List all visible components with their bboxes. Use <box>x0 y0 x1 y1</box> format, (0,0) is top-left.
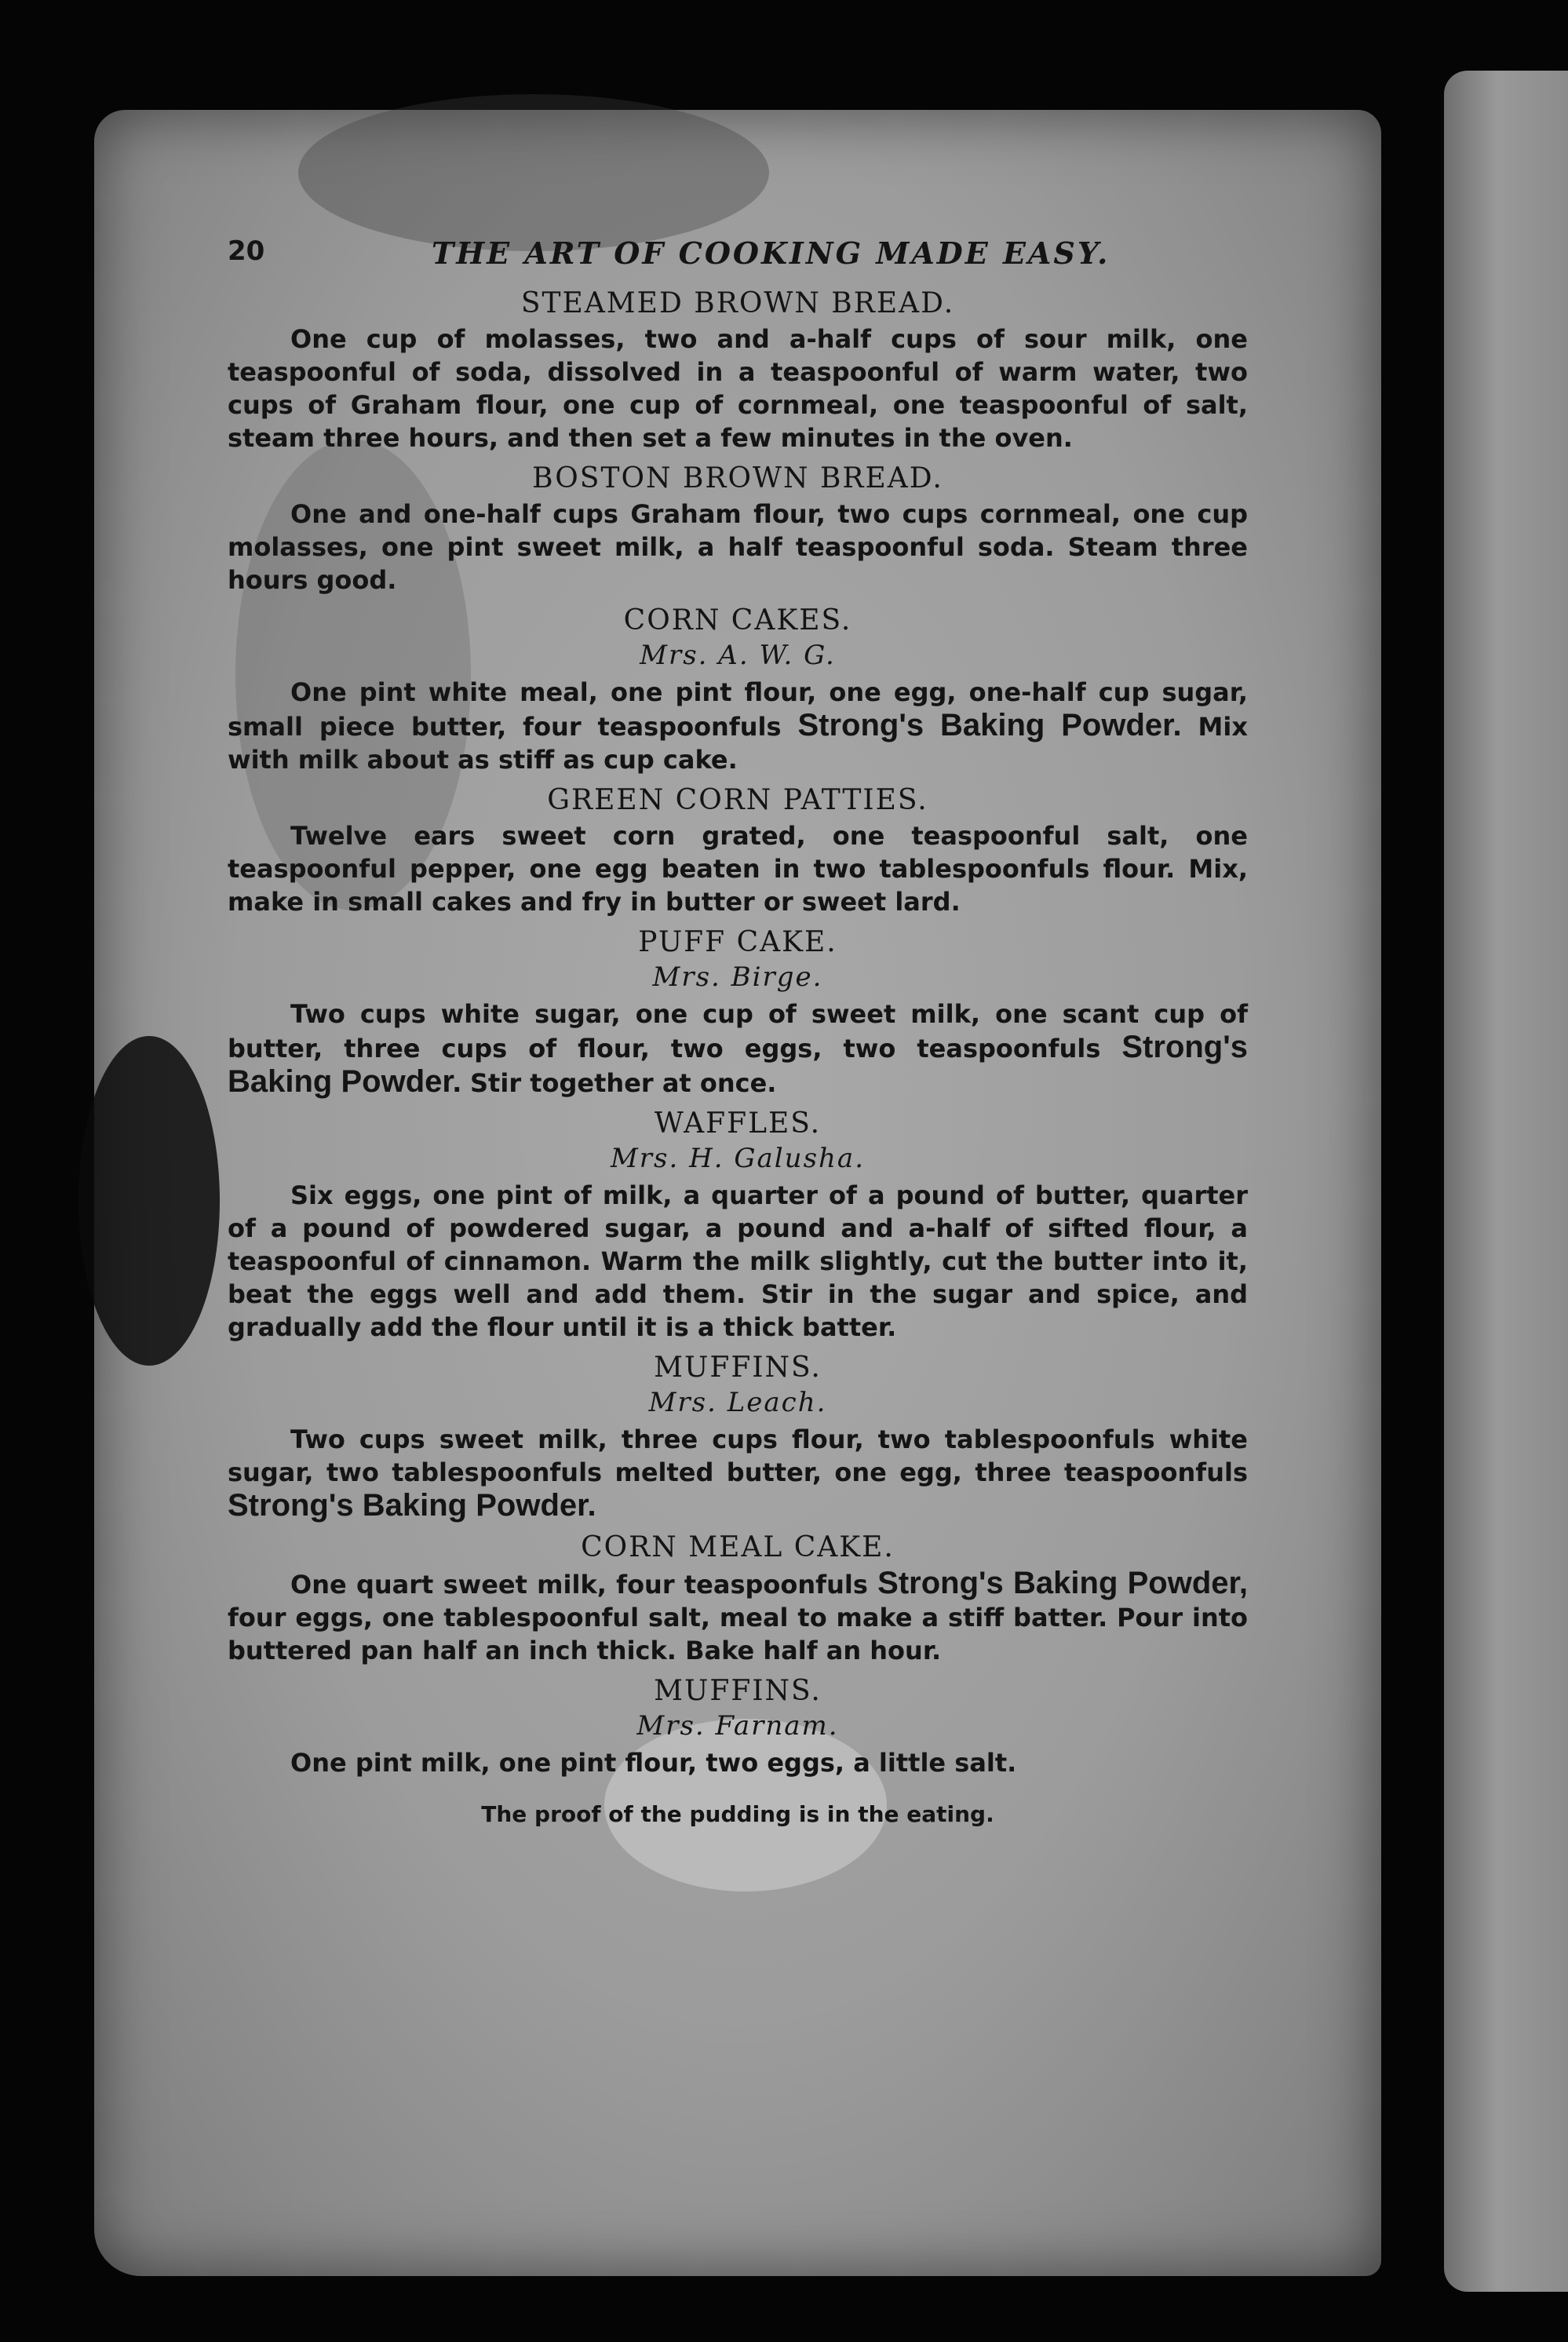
page-number: 20 <box>228 235 265 267</box>
book-title: THE ART OF COOKING MADE EASY. <box>432 235 1110 271</box>
recipe-body <box>228 676 1248 776</box>
recipe-title: PUFF CAKE. <box>638 926 837 958</box>
recipe-body <box>228 1423 1248 1523</box>
recipe-text-continued: Mix with milk about as stiff as cup cake. <box>228 712 1249 775</box>
recipe <box>228 784 1248 918</box>
facing-page-edge <box>1444 71 1568 2292</box>
recipe-text: One pint milk, one pint flour, two eggs, a little salt. <box>290 1748 1017 1778</box>
recipe-text: Twelve ears sweet corn grated, one teaspoonful salt, one teaspoonful pepper, one egg beaten in two tablespoonfuls flour. Mix, make in small cakes and fry in butter or sweet lard. <box>228 821 1248 917</box>
recipe-text: One cup of molasses, two and a-half cups of sour milk, one teaspoonful of soda, dissolved in a teaspoonful of warm water, two cups of Graham flour, one cup of cornmeal, one teaspoonful of salt, steam three hours, and then set a few minutes in the oven. <box>228 324 1248 453</box>
recipe <box>228 1675 1248 1779</box>
recipe-title: CORN MEAL CAKE. <box>581 1531 895 1563</box>
recipe-title: MUFFINS. <box>654 1675 822 1707</box>
recipe-title: BOSTON BROWN BREAD. <box>532 462 943 494</box>
recipe-text: One and one-half cups Graham flour, two cups cornmeal, one cup molasses, one pint sweet milk, a half teaspoonful soda. Steam three hours good. <box>228 499 1248 595</box>
recipe-author: Mrs. Farnam. <box>636 1710 839 1742</box>
recipe-body <box>228 1567 1248 1667</box>
recipe-author: Mrs. Birge. <box>652 961 823 993</box>
recipe-list <box>228 287 1248 1779</box>
recipe-title: MUFFINS. <box>654 1352 822 1384</box>
brand-name: Strong's Baking Powder, <box>877 1566 1248 1600</box>
brand-name: Strong's Baking Powder. <box>228 1488 596 1523</box>
recipe-title: GREEN CORN PATTIES. <box>547 784 928 816</box>
recipe-title: CORN CAKES. <box>623 604 852 637</box>
recipe <box>228 1531 1248 1667</box>
proverb: The proof of the pudding is in the eating. <box>481 1801 994 1827</box>
recipe <box>228 1107 1248 1344</box>
page-content <box>228 235 1248 1827</box>
running-head <box>228 235 1248 279</box>
recipe-body <box>228 998 1248 1100</box>
recipe-title: WAFFLES. <box>654 1107 822 1140</box>
recipe-body <box>228 323 1248 454</box>
recipe-text: One pint white meal, one pint flour, one egg, one-half cup sugar, small piece butter, four teaspoonfuls <box>228 677 1248 742</box>
recipe-text: One quart sweet milk, four teaspoonfuls <box>290 1570 868 1600</box>
recipe <box>228 926 1248 1100</box>
recipe-title: STEAMED BROWN BREAD. <box>520 287 955 319</box>
recipe-author: Mrs. Leach. <box>648 1387 827 1418</box>
recipe-author: Mrs. A. W. G. <box>640 640 836 671</box>
recipe-author: Mrs. H. Galusha. <box>610 1143 866 1174</box>
recipe <box>228 604 1248 776</box>
recipe-text-continued: four eggs, one tablespoonful salt, meal to make a stiff batter. Pour into buttered pan half an inch thick. Bake half an hour. <box>228 1603 1248 1665</box>
recipe-body <box>228 498 1248 596</box>
water-stain <box>298 94 769 251</box>
recipe-text: Two cups sweet milk, three cups flour, two tablespoonfuls white sugar, two tablespoonfuls melted butter, one egg, three teaspoonfuls <box>228 1425 1248 1487</box>
ink-blot <box>78 1036 220 1366</box>
recipe-text: Six eggs, one pint of milk, a quarter of a pound of butter, quarter of a pound of powdered sugar, a pound and a-half of sifted flour, a teaspoonful of cinnamon. Warm the milk slightly, cut the butter into it, beat the eggs well and add them. Stir in the sugar and spice, and gradually add the flour until it is a thick batter. <box>228 1180 1248 1342</box>
recipe <box>228 462 1248 596</box>
recipe-text-continued: Stir together at once. <box>461 1068 777 1098</box>
brand-name: Strong's Baking Powder. <box>228 1030 1248 1099</box>
recipe-body <box>228 819 1248 918</box>
recipe-body <box>228 1746 1248 1779</box>
recipe-text: Two cups white sugar, one cup of sweet milk, one scant cup of butter, three cups of flour, two eggs, two teaspoonfuls <box>228 999 1248 1063</box>
recipe <box>228 287 1248 454</box>
brand-name: Strong's Baking Powder. <box>797 708 1182 742</box>
recipe-body <box>228 1179 1248 1344</box>
recipe <box>228 1352 1248 1523</box>
